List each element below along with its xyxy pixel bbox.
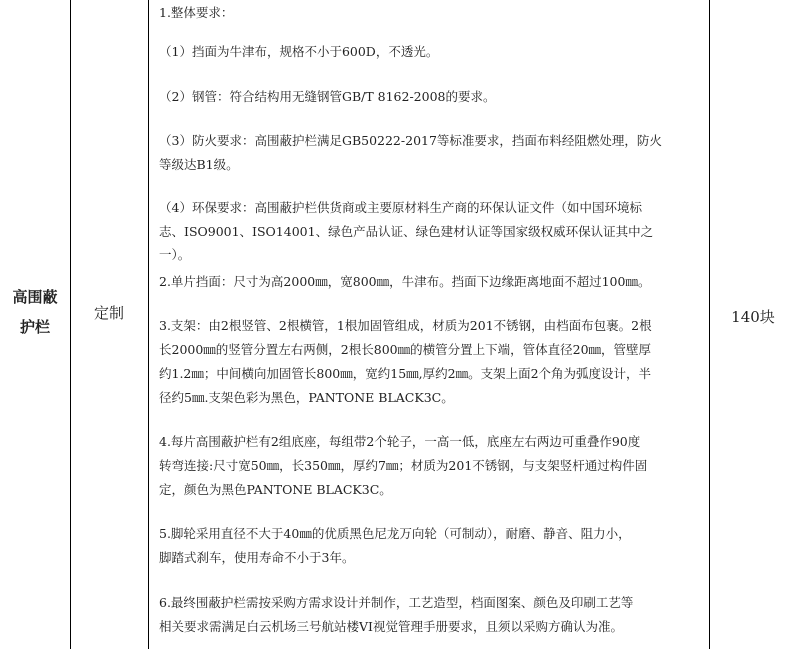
req-line: 相关要求需满足白云机场三号航站楼VI视觉管理手册要求，且须以采购方确认为准。 <box>159 619 623 634</box>
grid-line-col-2 <box>148 0 149 649</box>
req-line: 5.脚轮采用直径不大于40㎜的优质黑色尼龙万向轮（可制动），耐磨、静音、阻力小， <box>159 526 631 541</box>
req-line: 定，颜色为黑色PANTONE BLACK3C。 <box>159 482 392 497</box>
req-line: 约1.2㎜；中间横向加固管长800㎜，宽约15㎜,厚约2㎜。支架上面2个角为弧度设计，半 <box>159 366 652 381</box>
req-line: 长2000㎜的竖管分置左右两侧，2根长800㎜的横管分置上下端，管体直径20㎜，管壁厚 <box>159 342 652 357</box>
item-name-line2: 护栏 <box>19 318 50 336</box>
grid-line-col-1 <box>70 0 71 649</box>
req-line: 等级达B1级。 <box>159 157 239 172</box>
req-line: 志、ISO9001、ISO14001、绿色产品认证、绿色建材认证等国家级权威环保认证其中之 <box>159 224 654 239</box>
req-line: 脚踏式刹车，使用寿命不小于3年。 <box>159 550 355 565</box>
req-line: （2）钢管：符合结构用无缝钢管GB/T 8162-2008的要求。 <box>159 89 496 104</box>
req-line: （4）环保要求：高围蔽护栏供货商或主要原材料生产商的环保认证文件（如中国环境标 <box>159 200 642 215</box>
req-line: 一）。 <box>159 247 191 262</box>
item-name-cell <box>0 282 70 342</box>
unit-cell: 定制 <box>93 304 124 322</box>
req-line: 径约5㎜.支架色彩为黑色，PANTONE BLACK3C。 <box>159 390 454 405</box>
req-line: （1）挡面为牛津布，规格不小于600D，不透光。 <box>159 44 439 59</box>
req-line: 2.单片挡面：尺寸为高2000㎜，宽800㎜，牛津布。挡面下边缘距离地面不超过100㎜。 <box>159 274 651 289</box>
req-line: 3.支架：由2根竖管、2根横管，1根加固管组成，材质为201不锈钢，由档面布包裹。2根 <box>159 318 652 333</box>
req-line: 1.整体要求： <box>159 5 234 20</box>
quantity-cell: 140块 <box>731 308 775 326</box>
req-line: 4.每片高围蔽护栏有2组底座，每组带2个轮子，一高一低，底座左右两边可重叠作90度 <box>159 434 641 449</box>
req-line: （3）防火要求：高围蔽护栏满足GB50222-2017等标准要求，挡面布料经阻燃处理，防火 <box>159 133 662 148</box>
item-name-line1: 高围蔽 <box>12 288 58 306</box>
req-line: 转弯连接:尺寸宽50㎜，长350㎜，厚约7㎜；材质为201不锈钢，与支架竖杆通过构件固 <box>159 458 648 473</box>
req-line: 6.最终围蔽护栏需按采购方需求设计并制作，工艺造型，档面图案、颜色及印刷工艺等 <box>159 595 634 610</box>
